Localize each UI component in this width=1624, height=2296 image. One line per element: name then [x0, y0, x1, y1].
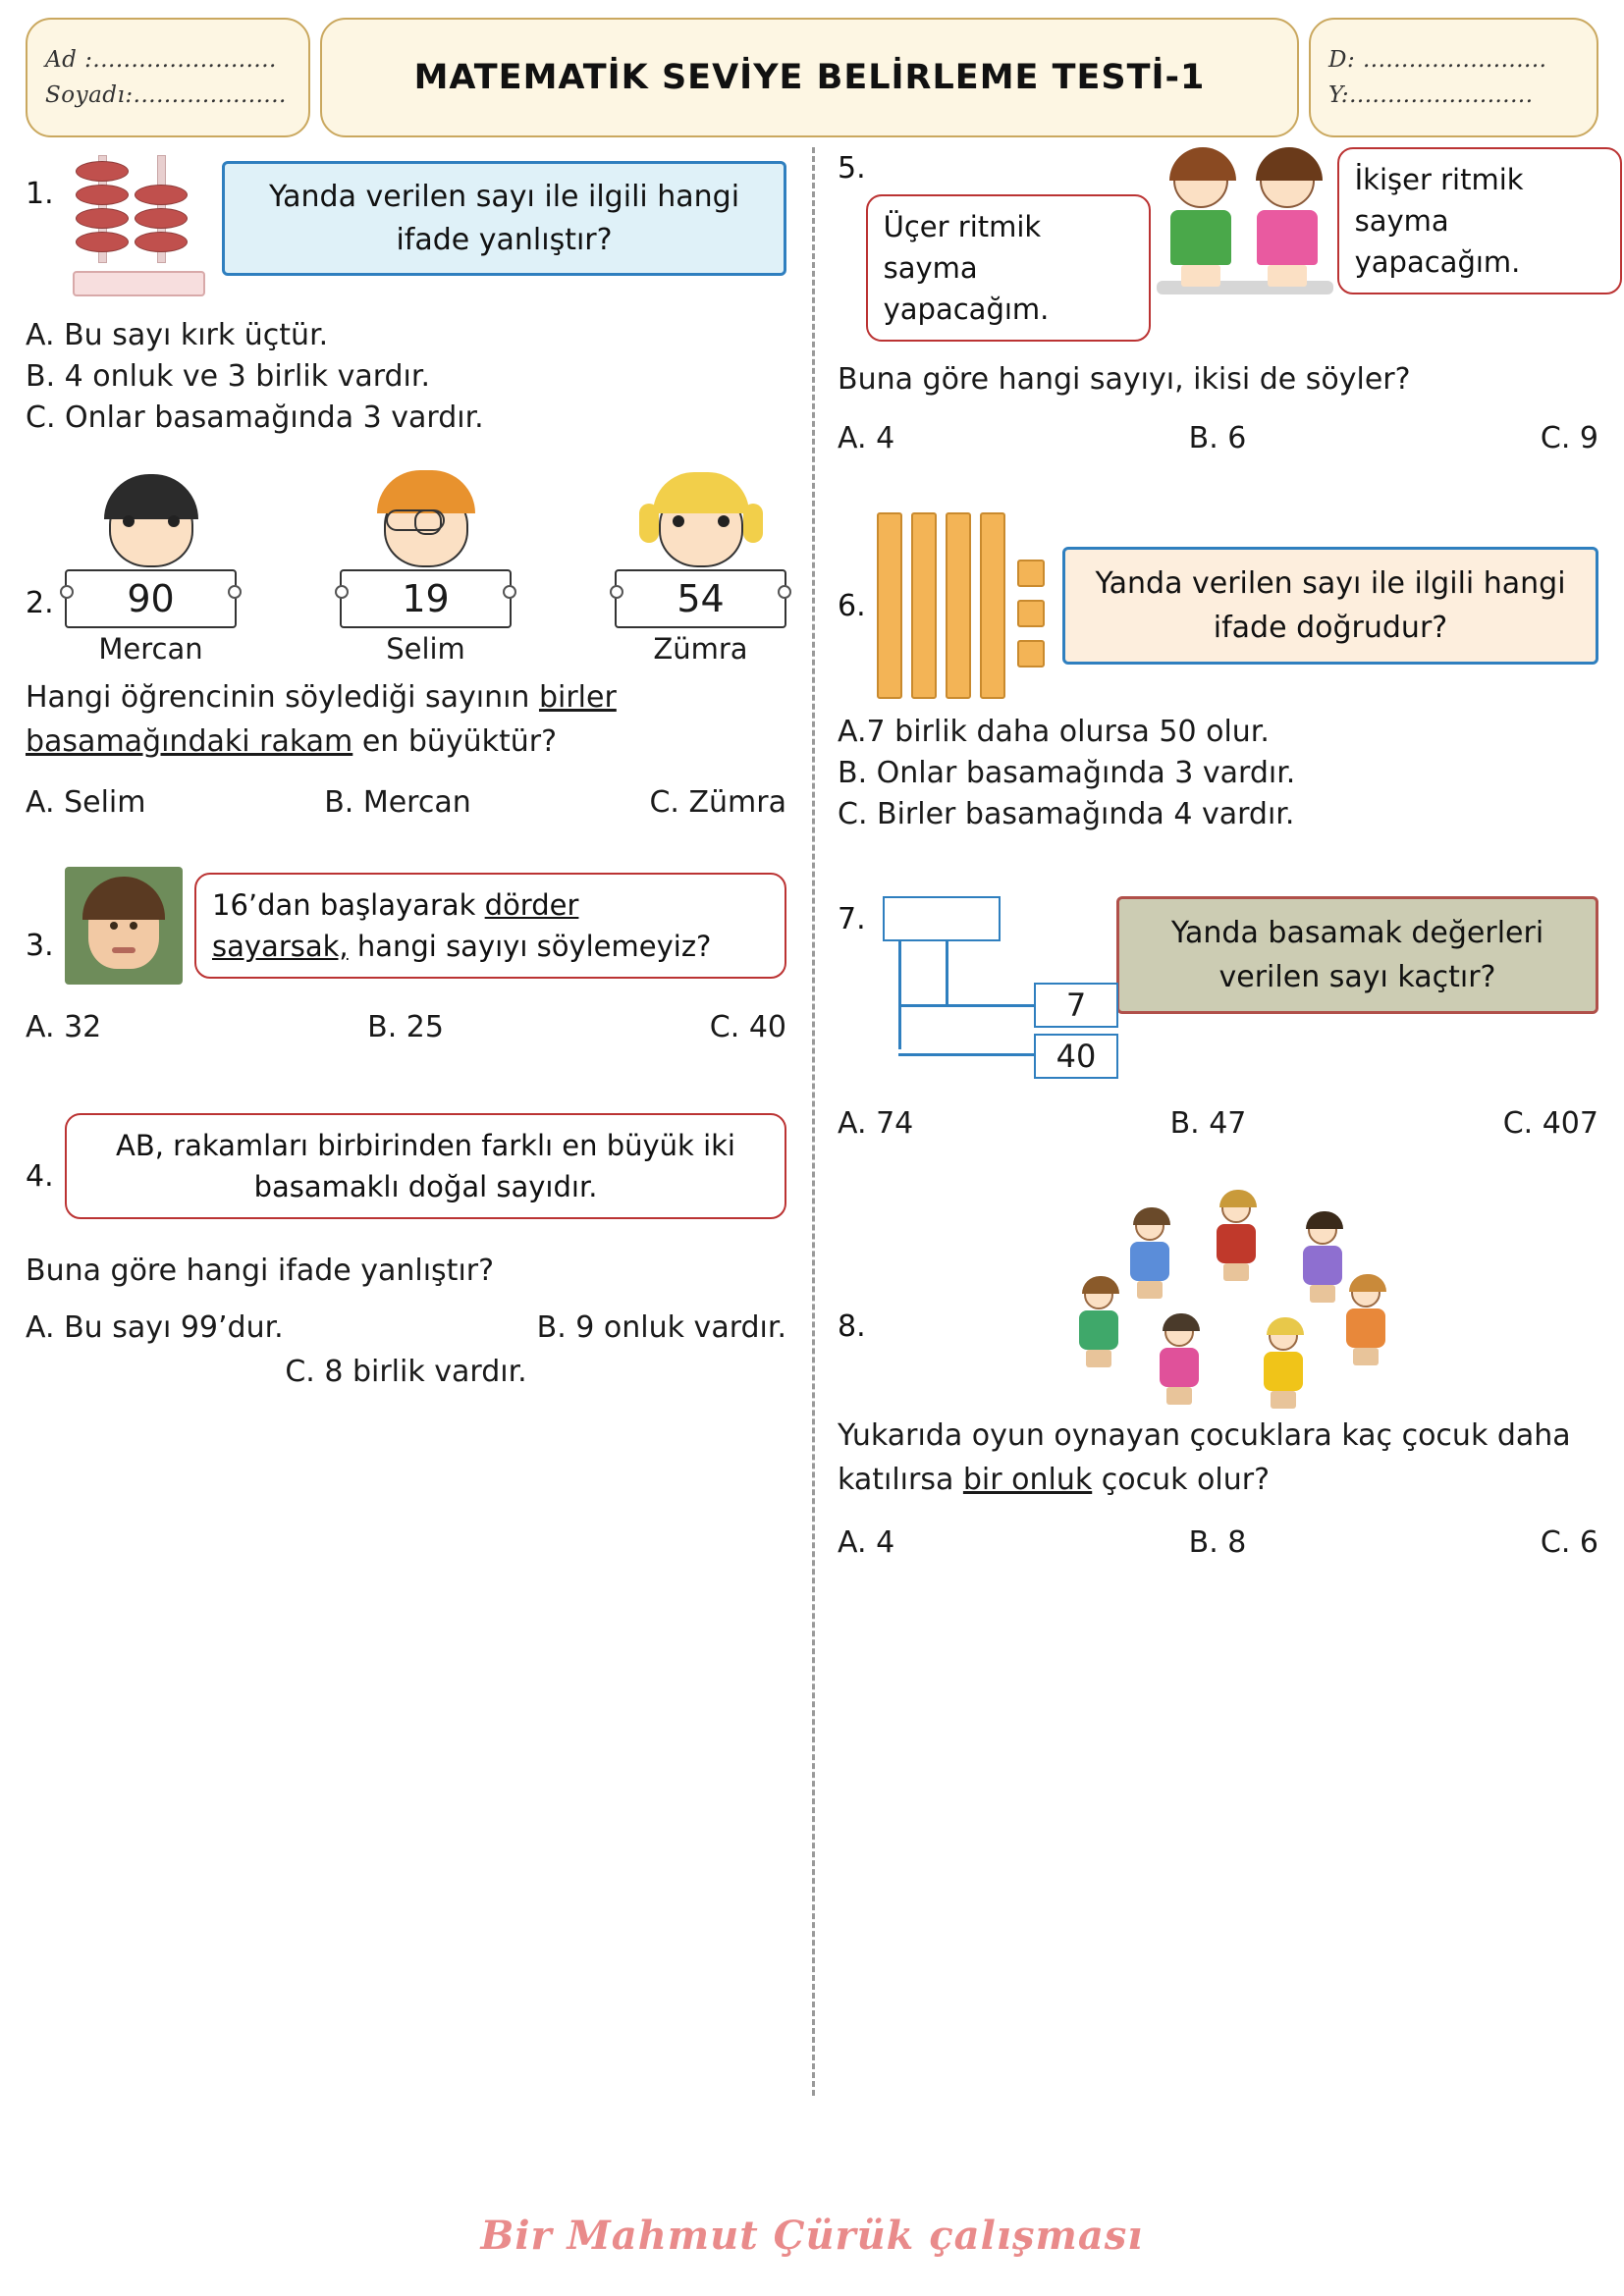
question-5-bubble-left: Üçer ritmik sayma yapacağım.: [866, 194, 1151, 342]
bubble-part-2: hangi sayıyı söylemeyiz?: [348, 930, 712, 963]
option-b[interactable]: B. 6: [1188, 421, 1247, 456]
question-4-statement: AB, rakamları birbirinden farklı en büyük iki basamaklı doğal sayıdır.: [65, 1113, 786, 1219]
boy-glasses-icon: [372, 474, 480, 567]
question-1-prompt: Yanda verilen sayı ile ilgili hangi ifade yanlıştır?: [222, 161, 786, 276]
option-c[interactable]: C. 8 birlik vardır.: [285, 1355, 527, 1390]
student-number: 90: [127, 577, 175, 620]
student-name: Zümra: [653, 632, 748, 666]
right-column: [812, 147, 1598, 2110]
year-field-label: Y:........................: [1328, 82, 1534, 108]
question-8-number: 8.: [838, 1308, 866, 1344]
option-b[interactable]: B. 47: [1169, 1106, 1247, 1142]
question-6-number: 6.: [838, 588, 866, 623]
question-6: [838, 512, 1598, 831]
option-a[interactable]: A. 74: [838, 1106, 914, 1142]
stem-underline: bir onluk: [962, 1463, 1093, 1498]
students-with-number-signs: [65, 474, 786, 666]
option-c[interactable]: C. Onlar basamağında 3 vardır.: [26, 400, 484, 435]
option-a[interactable]: A. Bu sayı kırk üçtür.: [26, 318, 329, 352]
question-6-options: [838, 715, 1598, 831]
question-5-stem: Buna göre hangi sayıyı, ikisi de söyler?: [838, 362, 1411, 398]
sign-board: [615, 569, 786, 628]
two-girls-icon: [1157, 147, 1333, 294]
option-c[interactable]: C. 40: [709, 1010, 786, 1044]
question-4-stem: Buna göre hangi ifade yanlıştır?: [26, 1254, 495, 1289]
place-value-tens: 40: [1034, 1034, 1118, 1079]
boy-photo: [65, 867, 183, 985]
student-info-box: [26, 18, 310, 137]
question-2-options: [26, 785, 786, 820]
option-b[interactable]: B. 9 onluk vardır.: [536, 1310, 786, 1346]
question-5: [838, 147, 1598, 455]
question-4: [26, 1113, 786, 1389]
question-3-options: [26, 1010, 786, 1044]
footer-credit: Bir Mahmut Çürük çalışması: [480, 2213, 1144, 2259]
worksheet-title-box: [320, 18, 1299, 137]
option-c[interactable]: C. 9: [1540, 421, 1598, 456]
sign-board: [65, 569, 237, 628]
question-6-prompt: Yanda verilen sayı ile ilgili hangi ifade doğrudur?: [1062, 547, 1598, 665]
option-a[interactable]: A. Bu sayı 99’dur.: [26, 1310, 284, 1346]
question-1: [26, 147, 786, 435]
question-4-options: [26, 1310, 786, 1345]
student-zumra: [615, 474, 786, 666]
base-ten-blocks: [877, 512, 1045, 699]
sign-board: [340, 569, 512, 628]
student-mercan: [65, 474, 237, 666]
question-1-options: [26, 318, 786, 435]
page-title: MATEMATİK SEVİYE BELİRLEME TESTİ-1: [413, 58, 1206, 97]
question-5-bubble-right: İkişer ritmik sayma yapacağım.: [1337, 147, 1622, 294]
stem-part-2: çocuk olur?: [1092, 1463, 1270, 1498]
stem-underline-2: basamağındaki rakam: [26, 724, 353, 759]
option-a[interactable]: A. 4: [838, 421, 895, 456]
question-7-options: [838, 1106, 1598, 1141]
questions-columns: [26, 147, 1598, 2110]
question-3: [26, 867, 786, 1044]
option-c[interactable]: C. Birler basamağında 4 vardır.: [838, 797, 1295, 832]
surname-field-label: Soyadı:....................: [45, 82, 287, 108]
option-b[interactable]: B. 4 onluk ve 3 birlik vardır.: [26, 359, 431, 394]
question-5-number: 5.: [838, 151, 866, 186]
unit-cubes: [1017, 512, 1045, 667]
worksheet-header: [26, 18, 1598, 137]
option-a[interactable]: A. Selim: [26, 785, 146, 820]
question-2-stem: [26, 675, 786, 764]
option-b[interactable]: B. 25: [367, 1010, 444, 1044]
bubble-underline-2: sayarsak,: [212, 930, 349, 963]
question-1-number: 1.: [26, 177, 54, 211]
student-number: 54: [677, 577, 725, 620]
option-c[interactable]: C. 407: [1502, 1106, 1598, 1142]
ten-rods: [877, 512, 1005, 699]
date-field-label: D: ........................: [1328, 47, 1547, 73]
option-a[interactable]: A. 32: [26, 1010, 102, 1044]
student-number: 19: [402, 577, 450, 620]
question-7-number: 7.: [838, 902, 866, 937]
student-name: Selim: [386, 632, 465, 666]
name-field-label: Ad :........................: [45, 47, 277, 73]
girl-blonde-icon: [647, 474, 755, 567]
option-b[interactable]: B. Mercan: [324, 785, 471, 820]
question-3-number: 3.: [26, 928, 54, 963]
question-3-bubble: [194, 873, 786, 979]
children-circle-icon: [1032, 1194, 1444, 1400]
abacus-icon: [65, 147, 212, 304]
student-selim: [340, 474, 512, 666]
place-value-ones: 7: [1034, 983, 1118, 1028]
bubble-part-1: 16’dan başlayarak: [212, 887, 485, 922]
question-8-stem: [838, 1414, 1598, 1502]
option-b[interactable]: B. 8: [1188, 1525, 1247, 1561]
option-c[interactable]: C. 6: [1540, 1525, 1598, 1561]
stem-underline-1: birler: [538, 680, 617, 715]
stem-part-1: Hangi öğrencinin söylediği sayının: [26, 680, 539, 715]
option-a[interactable]: A. 4: [838, 1525, 895, 1561]
question-7-prompt: Yanda basamak değerleri verilen sayı kaçtır?: [1116, 896, 1598, 1014]
question-2-number: 2.: [26, 586, 54, 620]
diagram-number-box: [883, 896, 1001, 941]
stem-part-2: en büyüktür?: [352, 724, 558, 759]
place-value-diagram: [877, 896, 1103, 1093]
option-b[interactable]: B. Onlar basamağında 3 vardır.: [838, 756, 1296, 791]
option-c[interactable]: C. Zümra: [649, 785, 786, 820]
stem-part-1: Yukarıda oyun oynayan çocuklara kaç çocuk daha katılırsa: [838, 1418, 1571, 1498]
question-2: [26, 474, 786, 820]
option-a[interactable]: A.7 birlik daha olursa 50 olur.: [838, 715, 1270, 750]
girl-dark-hair-icon: [97, 474, 205, 567]
student-name: Mercan: [98, 632, 203, 666]
question-8: [838, 1194, 1598, 1560]
question-8-options: [838, 1525, 1598, 1560]
question-5-options: [838, 421, 1598, 455]
question-4-number: 4.: [26, 1158, 54, 1194]
question-7: [838, 896, 1598, 1141]
bubble-underline-1: dörder: [484, 887, 579, 922]
left-column: [26, 147, 812, 2110]
date-info-box: [1309, 18, 1598, 137]
